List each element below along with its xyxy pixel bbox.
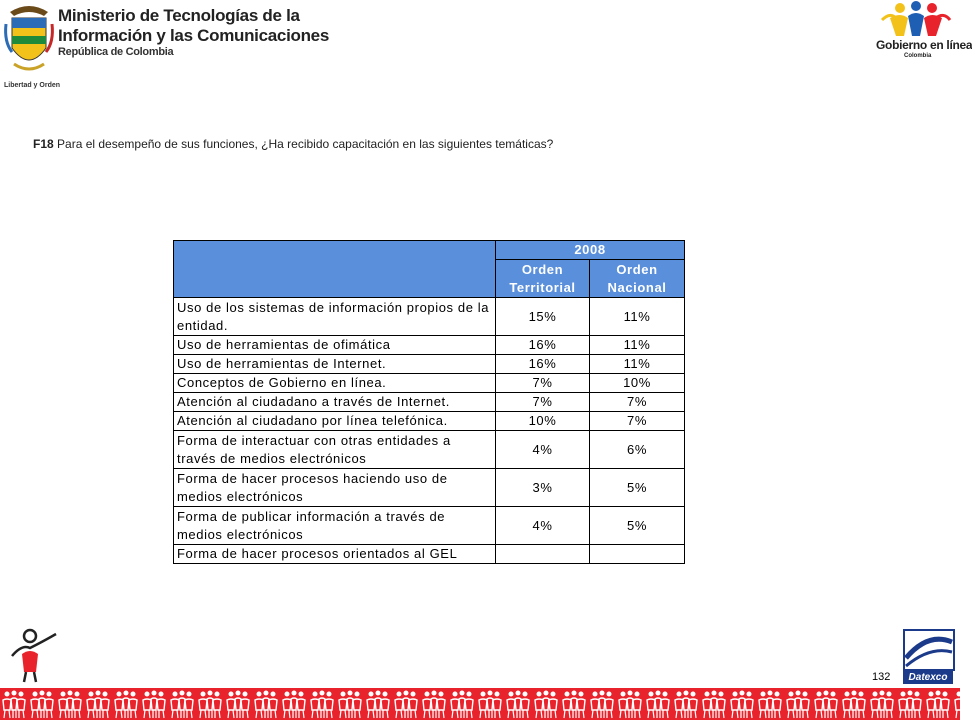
row-territorial: 16% [496,355,590,374]
results-table [173,240,685,564]
header-corner-cell [174,241,496,298]
row-label: Forma de interactuar con otras entidades a través de medios electrónicos [174,431,496,469]
row-territorial: 4% [496,507,590,545]
row-label: Conceptos de Gobierno en línea. [174,374,496,393]
table-row [174,355,685,374]
row-nacional: 11% [590,355,685,374]
colombia-seal-icon [4,2,54,94]
row-label: Forma de hacer procesos orientados al GEL [174,545,496,564]
table-row [174,374,685,393]
table-row [174,298,685,336]
ministry-country: República de Colombia [58,46,174,58]
gobierno-en-linea-people-icon [874,0,954,38]
row-label: Uso de los sistemas de información propios de la entidad. [174,298,496,336]
row-label: Atención al ciudadano por línea telefónica. [174,412,496,431]
table-row [174,393,685,412]
row-territorial: 15% [496,298,590,336]
footer-decorative-band [0,688,960,720]
header-year: 2008 [496,241,685,260]
row-label: Uso de herramientas de Internet. [174,355,496,374]
datexco-logo-icon [900,628,958,672]
datexco-label: Datexco [903,671,953,684]
row-nacional: 11% [590,336,685,355]
header-col-nacional: Orden Nacional [590,260,685,298]
row-nacional: 7% [590,412,685,431]
row-territorial: 4% [496,431,590,469]
row-nacional [590,545,685,564]
row-label: Uso de herramientas de ofimática [174,336,496,355]
table-row [174,507,685,545]
row-territorial: 7% [496,374,590,393]
seal-caption: Libertad y Orden [4,82,61,89]
row-nacional: 10% [590,374,685,393]
page-number: 132 [872,671,891,683]
table-row [174,431,685,469]
stick-figure-icon [8,626,66,682]
header-col-territorial: Orden Territorial [496,260,590,298]
table-header-year-row [174,241,685,260]
question-body: Para el desempeño de sus funciones, ¿Ha recibido capacitación en las siguientes temáticas? [53,137,554,151]
row-territorial: 7% [496,393,590,412]
row-nacional: 11% [590,298,685,336]
table-row [174,412,685,431]
ministry-name-line1: Ministerio de Tecnologías de la [58,6,300,25]
gel-title: Gobierno en línea [876,38,972,52]
table-row [174,545,685,564]
row-nacional: 6% [590,431,685,469]
row-label: Atención al ciudadano a través de Internet. [174,393,496,412]
table-row [174,469,685,507]
row-territorial [496,545,590,564]
question-code: F18 [33,137,54,151]
row-nacional: 5% [590,469,685,507]
row-label: Forma de publicar información a través de medios electrónicos [174,507,496,545]
row-nacional: 7% [590,393,685,412]
row-territorial: 10% [496,412,590,431]
ministry-logo [4,2,329,94]
gobierno-en-linea-logo [874,0,972,64]
row-nacional: 5% [590,507,685,545]
table-row [174,336,685,355]
ministry-name-line2: Información y las Comunicaciones [58,26,329,45]
question-text [33,137,553,151]
row-label: Forma de hacer procesos haciendo uso de medios electrónicos [174,469,496,507]
row-territorial: 3% [496,469,590,507]
footer-figures-pattern-icon [0,688,960,720]
row-territorial: 16% [496,336,590,355]
gel-subtitle: Colombia [904,53,932,59]
datexco-logo [900,628,958,686]
